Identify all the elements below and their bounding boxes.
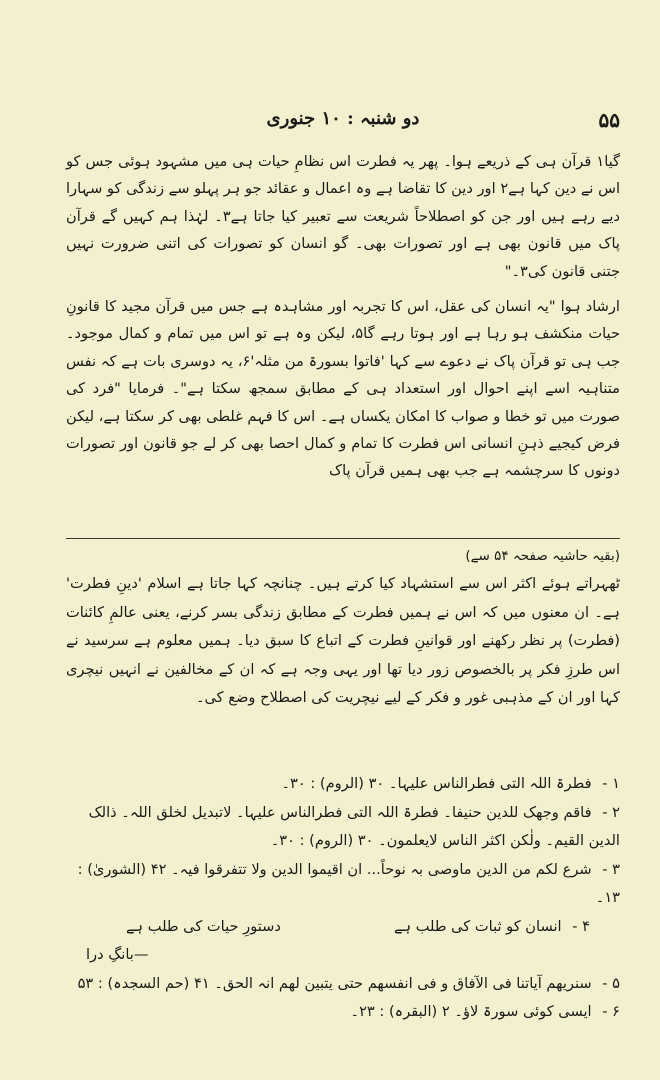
footnotes-list — [66, 770, 620, 1027]
footnote-text: سنریھم آیاتنا فی الآفاق و فی انفسھم حتی یتبین لھم انہ الحق۔ ۴۱ (حم السجدہ) : ۵۳ — [77, 974, 592, 992]
verse-second-hemistich: دستورِ حیات کی طلب ہے — [126, 917, 281, 935]
running-title: دو شنبہ : ۱۰ جنوری — [266, 108, 420, 129]
footnote-text: شرع لکم من الدین ماوصی بہ نوحاً... ان اقیموا الدین ولا تتفرقوا فیہ۔ ۴۲ (الشوریٰ) : ۱۳۔ — [77, 860, 620, 906]
paragraph: ارشاد ہوا "یہ انسان کی عقل، اس کا تجربہ اور مشاہدہ ہے جس میں قرآن مجید کا قانونِ حیات منکشف ہو رہا ہے اور ہوتا رہے گا۵، لیکن وہ ہے تو اس میں تمام و کمال موجود۔ جب ہی تو قرآن پاک نے دعوے سے کہا 'فاتوا بسورۃ من مثلہ'۶، یہ دوسری بات ہے کہ نفس متناہیہ اسے اپنے احوال اور استعداد ہی کے مطابق سمجھ سکتا ہے"۔ فرمایا "فرد کی صورت میں تو خطا و صواب کا امکان یکساں ہے۔ اس کا فہم غلطی بھی کر سکتا ہے، لیکن فرض کیجیے ذہنِ انسانی اس فطرت کا تمام و کمال احصا بھی کر لے جو قانون اور تصورات دونوں کا سرچشمہ ہے جب بھی ہمیں قرآن پاک — [66, 298, 620, 480]
footnote-continuation-label: (بقیہ حاشیہ صفحہ ۵۴ سے) — [465, 548, 620, 564]
footnote-number: ۳ - — [602, 860, 620, 878]
main-text — [66, 148, 620, 485]
footnote-number: ۴ - — [572, 917, 590, 935]
verse-first-hemistich: انسان کو ثبات کی طلب ہے — [393, 917, 562, 935]
footnote-number: ۲ - — [602, 803, 620, 821]
footnote-item-verse — [66, 913, 620, 970]
footnote-item — [66, 998, 620, 1027]
footnote-text: فطرۃ اللہ التی فطرالناس علیہا۔ ۳۰ (الروم) : ۳۰۔ — [281, 775, 592, 792]
footnote-number: ۱ - — [602, 775, 620, 792]
footnote-number: ۶ - — [602, 1003, 620, 1020]
footnote-continuation-text — [66, 570, 620, 713]
footnote-number: ۵ - — [602, 974, 620, 992]
footnote-item — [66, 770, 620, 799]
footnote-paragraph: ٹھہراتے ہوئے اکثر اس سے استشہاد کیا کرتے ہیں۔ چنانچہ کہا جاتا ہے اسلام 'دینِ فطرت' ہے۔ ان معنوں میں کہ اس نے ہمیں فطرت کے مطابق زندگی بسر کرنے، یعنی عالمِ کائنات (فطرت) پر نظر رکھنے اور قوانینِ فطرت کے اتباع کا سبق دیا۔ ہمیں معلوم ہے سرسید نے اس طرزِ فکر پر بالخصوص زور دیا تھا اور یہی وجہ ہے کہ ان کے مخالفین نے انہیں نیچری کہا اور ان کے مذہبی غور و فکر کے لیے نیچریت کی اصطلاح وضع کی۔ — [66, 575, 620, 707]
paragraph: گیا۱ قرآن ہی کے ذریعے ہوا۔ پھر یہ فطرت اس نظامِ حیات ہی میں مشہود ہوئی جس کو اس نے دین کہا ہے۲ اور دین کا تقاضا ہے وہ اعمال و عقائد جو ہر پہلو سے زندگی کو سہارا دیے رہے ہیں اور جن کو اصطلاحاً شریعت سے تعبیر کیا جاتا ہے۳۔ لہٰذا ہم کہیں گے قرآن پاک میں قانون بھی ہے اور تصورات بھی۔ گو انسان کو تصورات کی اتنی ضرورت نہیں جتنی قانون کی۳۔" — [66, 153, 620, 280]
verse-attribution: —بانگِ درا — [86, 946, 149, 963]
page-header — [66, 108, 620, 138]
footnote-text: ایسی کوئی سورۃ لاؤ۔ ۲ (البقرہ) : ۲۳۔ — [350, 1003, 592, 1020]
page-number: ۵۵ — [598, 108, 620, 132]
footnote-item — [66, 970, 620, 999]
footnote-text: فاقم وجھک للدین حنیفا۔ فطرۃ اللہ التی فطرالناس علیہا۔ لاتبدیل لخلق اللہ۔ ذالک الدین القیم۔ ولٰکن اکثر الناس لایعلمون۔ ۳۰ (الروم) : ۳۰۔ — [88, 803, 620, 849]
footnote-item — [66, 799, 620, 856]
footnote-item — [66, 856, 620, 913]
verse-line — [66, 913, 620, 942]
footnote-divider — [66, 538, 620, 539]
